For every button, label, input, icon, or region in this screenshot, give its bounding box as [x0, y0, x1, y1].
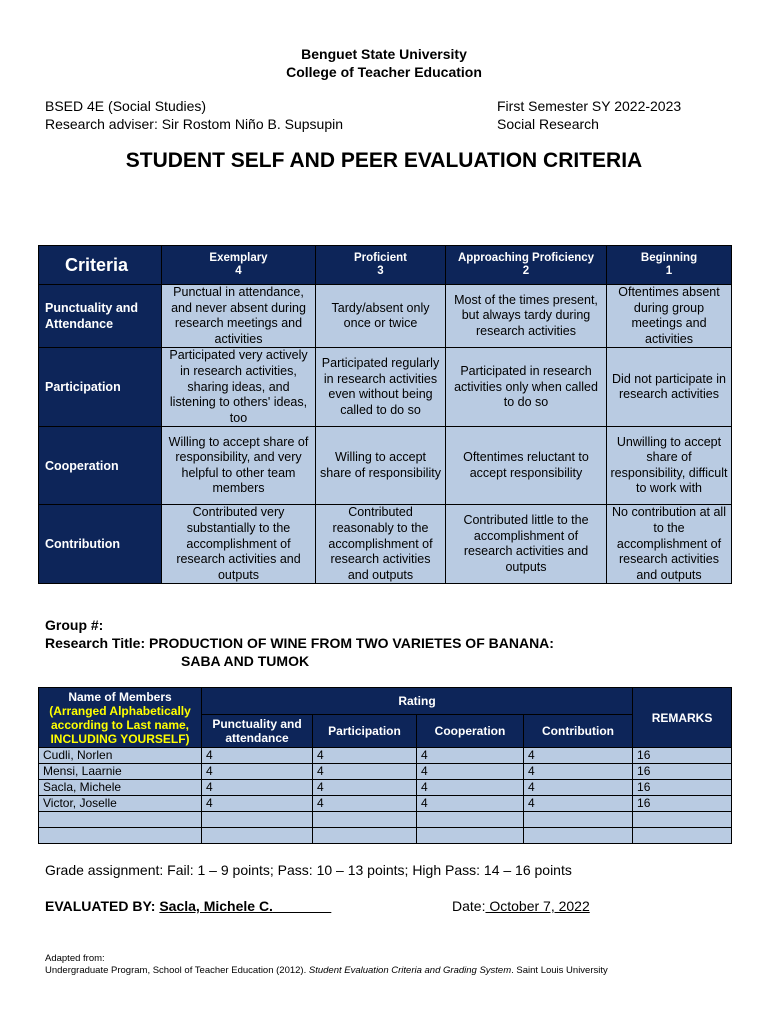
member-score [417, 812, 524, 828]
member-row [39, 780, 732, 796]
level-header [607, 246, 732, 285]
criterion-cell: Participated very actively in research activities, sharing ideas, and listening to others' ideas, too [162, 348, 316, 427]
rating-header-row [39, 688, 732, 715]
criterion-cell: Oftentimes reluctant to accept responsibility [446, 427, 607, 505]
course-label: BSED 4E (Social Studies) [45, 98, 207, 114]
member-score: 4 [417, 780, 524, 796]
member-score: 4 [417, 764, 524, 780]
evaluation-date [452, 898, 590, 914]
member-score [202, 812, 313, 828]
level-header [316, 246, 446, 285]
member-row [39, 828, 732, 844]
member-score: 4 [202, 764, 313, 780]
college-name: College of Teacher Education [286, 64, 482, 80]
member-remarks: 16 [633, 780, 732, 796]
member-row [39, 764, 732, 780]
member-score: 4 [313, 796, 417, 812]
member-score: 4 [524, 796, 633, 812]
criteria-row [39, 427, 732, 505]
rating-table [38, 687, 732, 844]
level-header [162, 246, 316, 285]
rating-column-header: Cooperation [417, 715, 524, 748]
criterion-cell: Participated in research activities only when called to do so [446, 348, 607, 427]
group-number-label: Group #: [45, 617, 104, 633]
footer-source-post: . Saint Louis University [511, 965, 608, 976]
member-score: 4 [417, 796, 524, 812]
page-title: STUDENT SELF AND PEER EVALUATION CRITERIA [125, 149, 643, 172]
criterion-cell: Contributed reasonably to the accomplishment of research activities and outputs [316, 505, 446, 584]
member-score [524, 812, 633, 828]
adviser-label: Research adviser: Sir Rostom Niño B. Supsupin [45, 116, 344, 132]
research-title-line2: SABA AND TUMOK [181, 653, 310, 669]
level-name: Beginning [640, 252, 698, 264]
evaluated-by-label: EVALUATED BY: [45, 898, 156, 914]
footer-source-pre: Undergraduate Program, School of Teacher Education (2012). [45, 965, 309, 976]
member-remarks: 16 [633, 796, 732, 812]
criterion-cell: Did not participate in research activities [607, 348, 732, 427]
criterion-cell: Punctual in attendance, and never absent during research meetings and activities [162, 285, 316, 348]
criterion-cell: Willing to accept share of responsibility [316, 427, 446, 505]
footer-source [45, 965, 608, 977]
member-score [313, 828, 417, 844]
member-score [524, 828, 633, 844]
member-score: 4 [524, 764, 633, 780]
criteria-row [39, 285, 732, 348]
member-remarks: 16 [633, 748, 732, 764]
level-name: Proficient [353, 252, 408, 264]
evaluator-name-text: Sacla, Michele C. [159, 898, 273, 914]
level-score: 1 [665, 265, 673, 277]
remarks-header: REMARKS [633, 688, 732, 748]
member-score: 4 [524, 780, 633, 796]
rating-column-header: Participation [313, 715, 417, 748]
member-remarks: 16 [633, 764, 732, 780]
university-name: Benguet State University [301, 46, 467, 62]
criterion-cell: Contributed very substantially to the accomplishment of research activities and outputs [162, 505, 316, 584]
criteria-corner-header: Criteria [39, 246, 162, 285]
member-score [417, 828, 524, 844]
criteria-row [39, 505, 732, 584]
member-score [202, 828, 313, 844]
member-score: 4 [524, 748, 633, 764]
member-row [39, 748, 732, 764]
member-score: 4 [202, 796, 313, 812]
member-score: 4 [313, 780, 417, 796]
rating-header: Rating [202, 688, 633, 715]
criterion-cell: Unwilling to accept share of responsibility, difficult to work with [607, 427, 732, 505]
member-row [39, 796, 732, 812]
footer-source-title: Student Evaluation Criteria and Grading System [308, 965, 512, 976]
criterion-name: Contribution [39, 505, 162, 584]
level-score: 4 [235, 265, 242, 277]
research-title [45, 635, 554, 651]
level-header [446, 246, 607, 285]
level-score: 3 [377, 265, 384, 277]
research-title-line1: PRODUCTION OF WINE FROM TWO VARIETES OF BANANA: [149, 635, 554, 651]
criteria-row [39, 348, 732, 427]
criteria-table [38, 245, 732, 584]
subject-label: Social Research [497, 116, 599, 132]
level-name: Exemplary [209, 252, 268, 264]
criterion-cell: Oftentimes absent during group meetings and activities [607, 285, 732, 348]
member-score: 4 [202, 780, 313, 796]
evaluated-by [45, 898, 331, 914]
criterion-cell: Contributed little to the accomplishment of research activities and outputs [446, 505, 607, 584]
date-label: Date: [452, 898, 486, 914]
criterion-cell: Most of the times present, but always tardy during research activities [446, 285, 607, 348]
members-header-label: Name of Members [68, 689, 172, 704]
level-name: Approaching Proficiency [457, 252, 595, 264]
criterion-cell: Participated regularly in research activities even without being called to do so [316, 348, 446, 427]
criterion-name: Participation [39, 348, 162, 427]
criterion-cell: No contribution at all to the accomplishment of research activities and outputs [607, 505, 732, 584]
rating-column-header: Contribution [524, 715, 633, 748]
criterion-name: Punctuality and Attendance [39, 285, 162, 348]
criterion-cell: Tardy/absent only once or twice [316, 285, 446, 348]
member-score [313, 812, 417, 828]
semester-label: First Semester SY 2022-2023 [497, 98, 682, 114]
member-score: 4 [313, 748, 417, 764]
member-remarks [633, 828, 732, 844]
member-name [39, 828, 202, 844]
date-value: October 7, 2022 [485, 898, 590, 914]
member-name: Cudli, Norlen [39, 748, 202, 764]
rating-column-header: Punctuality and attendance [202, 715, 313, 748]
criterion-name: Cooperation [39, 427, 162, 505]
member-name: Mensi, Laarnie [39, 764, 202, 780]
members-header [39, 688, 202, 748]
members-header-note: (Arranged Alphabetically according to Last name, INCLUDING YOURSELF) [49, 703, 191, 746]
criteria-header-row [39, 246, 732, 285]
member-score: 4 [202, 748, 313, 764]
criterion-cell: Willing to accept share of responsibility, and very helpful to other team members [162, 427, 316, 505]
member-name: Victor, Joselle [39, 796, 202, 812]
member-score: 4 [313, 764, 417, 780]
member-score: 4 [417, 748, 524, 764]
footer-adapted: Adapted from: [45, 953, 105, 964]
member-name: Sacla, Michele [39, 780, 202, 796]
rating-rows [39, 748, 732, 844]
evaluator-name [159, 898, 331, 914]
research-title-label: Research Title: [45, 635, 146, 651]
member-remarks [633, 812, 732, 828]
member-name [39, 812, 202, 828]
member-row [39, 812, 732, 828]
level-score: 2 [522, 265, 530, 277]
grade-assignment: Grade assignment: Fail: 1 – 9 points; Pass: 10 – 13 points; High Pass: 14 – 16 points [45, 862, 572, 878]
